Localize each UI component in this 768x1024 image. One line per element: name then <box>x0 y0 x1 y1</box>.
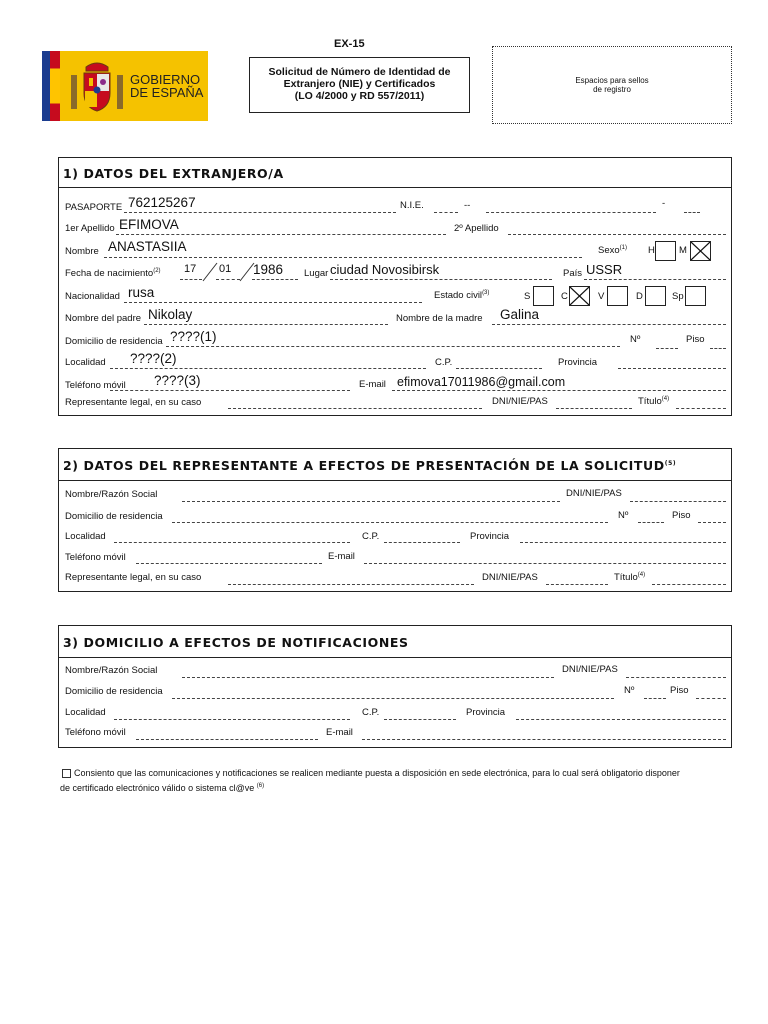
line-email <box>392 390 726 391</box>
label-titulo: Título$^{(4)}$ <box>638 396 670 408</box>
line-padre <box>144 324 388 325</box>
label-numero: Nº <box>630 334 641 345</box>
label-nacionalidad: Nacionalidad <box>65 291 120 302</box>
s3-label-nombre: Nombre/Razón Social <box>65 665 158 676</box>
label-telefono: Teléfono móvil <box>65 380 126 391</box>
form-title-line-2: Extranjero (NIE) y Certificados <box>283 78 436 90</box>
line-numero <box>656 348 678 349</box>
label-nie: N.I.E. <box>400 200 424 211</box>
line-pais <box>584 279 726 280</box>
s2-line-dni <box>630 501 726 502</box>
nie-separator-1: -- <box>464 200 471 211</box>
value-localidad[interactable]: ????(2) <box>130 351 177 366</box>
s3-label-email: E-mail <box>326 727 353 738</box>
label-provincia: Provincia <box>558 357 598 368</box>
checkbox-sexo-h[interactable] <box>655 241 676 261</box>
line-anio <box>252 279 298 280</box>
value-nombre[interactable]: ANASTASIIA <box>108 239 187 254</box>
s2-line-piso <box>698 522 726 523</box>
form-title-line-1: Solicitud de Número de Identidad de <box>268 66 451 78</box>
s3-line-piso <box>696 698 726 699</box>
s2-line-titulo <box>652 584 726 585</box>
s3-line-numero <box>644 698 666 699</box>
s2-label-numero: Nº <box>618 510 629 521</box>
s2-line-telefono <box>136 563 322 564</box>
line-pasaporte <box>124 212 396 213</box>
s2-label-email: E-mail <box>328 551 355 562</box>
s3-label-localidad: Localidad <box>65 707 106 718</box>
line-titulo <box>676 408 726 409</box>
s3-line-domicilio <box>172 698 614 699</box>
label-apellido-1: 1er Apellido <box>65 223 115 234</box>
value-pasaporte[interactable]: 762125267 <box>128 195 196 210</box>
label-domicilio: Domicilio de residencia <box>65 336 163 347</box>
s2-line-nombre <box>182 501 560 502</box>
checkmark-x-icon <box>691 242 710 260</box>
line-apellido-1 <box>116 234 446 235</box>
line-madre <box>492 324 726 325</box>
consent-block <box>60 767 728 795</box>
line-nie-2 <box>486 212 656 213</box>
form-code: EX-15 <box>334 38 365 50</box>
value-telefono[interactable]: ????(3) <box>154 373 201 388</box>
label-dni: DNI/NIE/PAS <box>492 396 548 407</box>
checkbox-sexo-m[interactable] <box>690 241 711 261</box>
label-sexo-h: H <box>648 245 655 256</box>
s3-line-email <box>362 739 726 740</box>
label-madre: Nombre de la madre <box>396 313 483 324</box>
s2-line-domicilio <box>172 522 608 523</box>
consent-line-1: Consiento que las comunicaciones y notificaciones se realicen mediante puesta a disposición en sede electrónica, para lo cual será obligatorio disponer <box>60 767 728 780</box>
s3-line-telefono <box>136 739 318 740</box>
section-3-header <box>59 626 731 658</box>
label-localidad: Localidad <box>65 357 106 368</box>
s2-label-telefono: Teléfono móvil <box>65 552 126 563</box>
coat-of-arms-icon <box>68 57 126 115</box>
logo-text <box>130 73 203 99</box>
value-lugar[interactable]: ciudad Novosibirsk <box>330 262 440 277</box>
s3-label-dni: DNI/NIE/PAS <box>562 664 618 675</box>
line-mes <box>216 279 240 280</box>
s3-label-numero: Nº <box>624 685 635 696</box>
s2-line-email <box>364 563 726 564</box>
s3-line-nombre <box>182 677 554 678</box>
label-lugar: Lugar <box>304 268 329 279</box>
section-2-header <box>59 449 731 481</box>
stamp-area <box>492 46 732 124</box>
s2-line-representante <box>228 584 474 585</box>
s3-label-telefono: Teléfono móvil <box>65 727 126 738</box>
label-ec-c: C <box>561 291 568 302</box>
label-pais: País <box>563 268 583 279</box>
checkbox-ec-v[interactable] <box>607 286 628 306</box>
line-nombre <box>104 257 582 258</box>
s3-label-provincia: Provincia <box>466 707 506 718</box>
label-nombre: Nombre <box>65 246 99 257</box>
label-sexo: Sexo$^{(1)}$ <box>598 245 627 257</box>
value-dia[interactable]: 17 <box>184 263 197 275</box>
checkbox-ec-s[interactable] <box>533 286 554 306</box>
section-1-title: 1) DATOS DEL EXTRANJERO/A <box>63 166 284 181</box>
line-lugar <box>330 279 552 280</box>
nie-separator-2: - <box>662 198 666 209</box>
form-title-line-3: (LO 4/2000 y RD 557/2011) <box>294 90 425 102</box>
s2-label-representante: Representante legal, en su caso <box>65 572 202 583</box>
logo-line-2: DE ESPAÑA <box>130 85 204 100</box>
section-1-header <box>59 158 731 188</box>
value-domicilio[interactable]: ????(1) <box>170 329 217 344</box>
value-pais[interactable]: USSR <box>586 262 623 277</box>
line-nie-3 <box>684 212 700 213</box>
line-provincia <box>618 368 726 369</box>
logo-line-1: GOBIERNO <box>130 72 201 87</box>
value-email[interactable]: efimova17011986@gmail.com <box>397 375 566 389</box>
label-padre: Nombre del padre <box>65 313 142 324</box>
section-3-title: 3) DOMICILIO A EFECTOS DE NOTIFICACIONES <box>63 635 409 650</box>
label-ec-v: V <box>598 291 605 302</box>
s2-label-cp: C.P. <box>362 531 380 542</box>
line-telefono <box>110 390 350 391</box>
value-mes[interactable]: 01 <box>219 263 232 275</box>
value-apellido-1[interactable]: EFIMOVA <box>119 217 179 232</box>
line-representante <box>228 408 482 409</box>
stamp-line-2: de registro <box>593 85 631 94</box>
s2-label-piso: Piso <box>672 510 691 521</box>
line-nacionalidad <box>124 302 422 303</box>
stamp-line-1: Espacios para sellos <box>575 76 649 85</box>
value-nacionalidad[interactable]: rusa <box>128 285 155 300</box>
s3-label-domicilio: Domicilio de residencia <box>65 686 163 697</box>
s2-line-cp <box>384 542 460 543</box>
label-cp: C.P. <box>435 357 453 368</box>
s2-label-domicilio: Domicilio de residencia <box>65 511 163 522</box>
label-apellido-2: 2º Apellido <box>454 223 499 234</box>
flag-strip <box>50 51 60 121</box>
label-sexo-m: M <box>679 245 687 256</box>
label-ec-sp: Sp <box>672 291 684 302</box>
s2-line-localidad <box>114 542 350 543</box>
label-ec-d: D <box>636 291 643 302</box>
s3-line-provincia <box>516 719 726 720</box>
line-localidad <box>110 368 426 369</box>
eu-strip <box>42 51 50 121</box>
label-fecha-nacimiento: Fecha de nacimiento$^{(2)}$ <box>65 268 161 280</box>
government-logo <box>42 51 208 121</box>
consent-checkbox[interactable] <box>62 769 71 778</box>
s2-label-localidad: Localidad <box>65 531 106 542</box>
s3-line-localidad <box>114 719 350 720</box>
s3-line-cp <box>384 719 456 720</box>
label-estado-civil: Estado civil$^{(3)}$ <box>434 290 490 302</box>
s2-label-dni: DNI/NIE/PAS <box>566 488 622 499</box>
line-domicilio <box>166 346 620 347</box>
line-dni <box>556 408 632 409</box>
s2-label-nombre: Nombre/Razón Social <box>65 489 158 500</box>
section-2-title: 2) DATOS DEL REPRESENTANTE A EFECTOS DE PRESENTACIÓN DE LA SOLICITUD$^{(5)}$ <box>63 458 677 473</box>
line-apellido-2 <box>508 234 726 235</box>
s3-line-dni <box>626 677 726 678</box>
line-piso <box>710 348 726 349</box>
s2-label-dni-2: DNI/NIE/PAS <box>482 572 538 583</box>
line-nie-1 <box>434 212 458 213</box>
s2-line-numero <box>638 522 664 523</box>
form-title-box <box>249 57 470 113</box>
s2-line-dni-2 <box>546 584 608 585</box>
s3-label-cp: C.P. <box>362 707 380 718</box>
value-madre[interactable]: Galina <box>500 307 540 322</box>
label-pasaporte: PASAPORTE <box>65 202 123 213</box>
s2-line-provincia <box>520 542 726 543</box>
label-email: E-mail <box>359 379 386 390</box>
line-cp <box>456 368 542 369</box>
checkbox-ec-c[interactable] <box>569 286 590 306</box>
line-dia <box>180 279 202 280</box>
s2-label-provincia: Provincia <box>470 531 510 542</box>
checkbox-ec-sp[interactable] <box>685 286 706 306</box>
checkbox-ec-d[interactable] <box>645 286 666 306</box>
s3-label-piso: Piso <box>670 685 689 696</box>
value-padre[interactable]: Nikolay <box>148 307 193 322</box>
checkmark-x-icon <box>570 287 589 305</box>
consent-line-2: de certificado electrónico válido o sistema cl@ve $^{(6)}$ <box>60 783 265 793</box>
s2-label-titulo: Título$^{(4)}$ <box>614 572 646 584</box>
label-ec-s: S <box>524 291 531 302</box>
value-anio[interactable]: 1986 <box>253 262 284 277</box>
label-representante: Representante legal, en su caso <box>65 397 202 408</box>
label-piso: Piso <box>686 334 705 345</box>
